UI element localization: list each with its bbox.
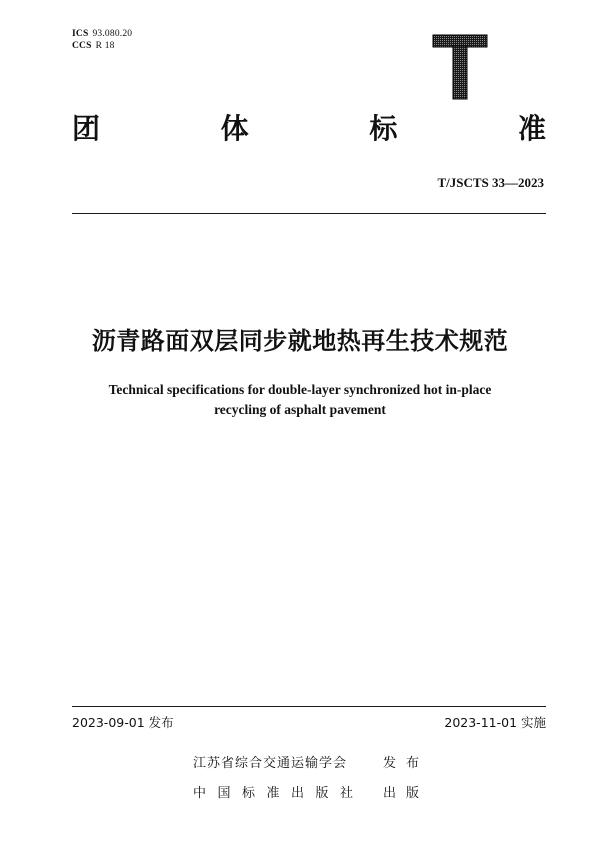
standard-type-char: 准 [517, 112, 546, 145]
ics-label: ICS [72, 29, 89, 39]
ics-value: 93.080.20 [92, 29, 133, 39]
ccs-code [72, 40, 132, 52]
publishing-action: 出版 [382, 786, 429, 801]
publisher-row [193, 749, 429, 779]
publisher-row [193, 779, 429, 809]
publisher-block [193, 749, 429, 809]
implementation-date: 2023-11-01 实施 [444, 715, 546, 730]
standard-type-char: 体 [220, 112, 249, 145]
standard-type-char: 团 [72, 112, 101, 145]
issuing-action: 发布 [382, 756, 429, 771]
title-english-line-1: Technical specifications for double-layer synchronized hot in-place [108, 382, 492, 397]
standard-type-heading [72, 112, 546, 146]
standard-type-letter-logo [432, 34, 488, 100]
ccs-value: R 18 [95, 41, 115, 51]
issue-date: 2023-09-01 发布 [72, 715, 174, 730]
ics-code [72, 28, 132, 40]
standard-number: T/JSCTS 33—2023 [437, 175, 544, 190]
publishing-house: 中国标准出版社 [193, 786, 365, 801]
title-english-line-2: recycling of asphalt pavement [214, 402, 386, 417]
top-divider [72, 213, 546, 214]
ccs-label: CCS [72, 41, 92, 51]
title-english [0, 380, 600, 420]
bottom-divider [72, 706, 546, 707]
standard-type-char: 标 [369, 112, 398, 145]
issuing-organization: 江苏省综合交通运输学会 [193, 756, 348, 771]
title-chinese: 沥青路面双层同步就地热再生技术规范 [91, 327, 509, 355]
classification-codes [72, 28, 132, 52]
